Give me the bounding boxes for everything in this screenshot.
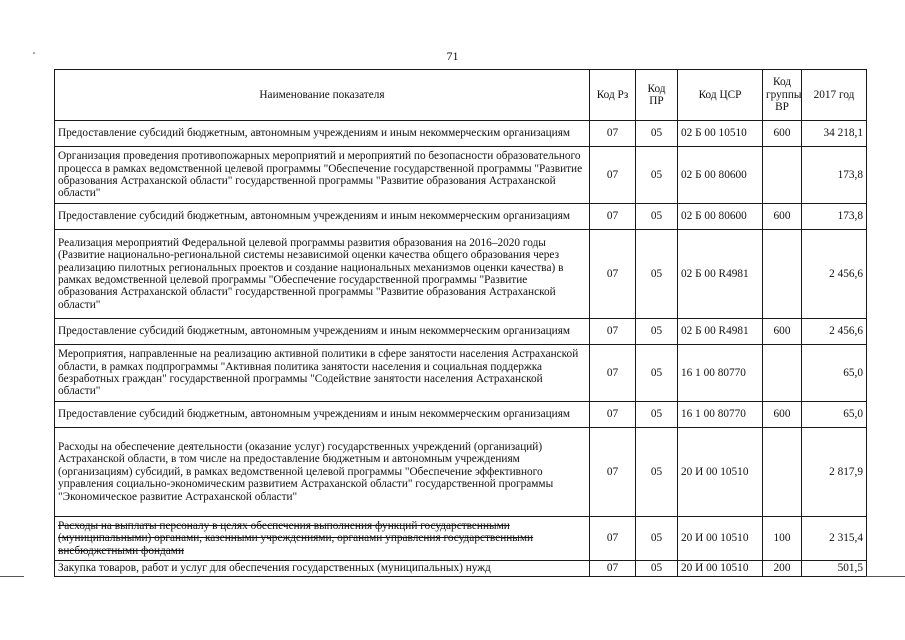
row-name: Предоставление субсидий бюджетным, автономным учреждениям и иным некоммерческим организациям bbox=[55, 319, 590, 345]
scan-speck bbox=[33, 52, 35, 54]
row-pr: 05 bbox=[636, 428, 678, 517]
row-name: Расходы на обеспечение деятельности (оказание услуг) государственных учреждений (организаций) Астраханской области, в том числе на предоставление бюджетным и автономным учреждениям (организациям) субсидий, в рамках ведомственной целевой программы "Обеспечение эффективного управления социально-экономическим развитием Астраханской области" государственной программы "Экономическое развитие Астраханской области" bbox=[55, 428, 590, 517]
col-header-vr: Код группы ВР bbox=[763, 70, 802, 121]
row-value: 173,8 bbox=[802, 204, 867, 230]
row-rz: 07 bbox=[590, 402, 636, 428]
scan-edge-line bbox=[866, 576, 905, 577]
table-row bbox=[55, 147, 867, 204]
row-vr: 600 bbox=[763, 204, 802, 230]
row-pr: 05 bbox=[636, 147, 678, 204]
table-row bbox=[55, 517, 867, 561]
row-csr: 16 1 00 80770 bbox=[678, 402, 763, 428]
row-pr: 05 bbox=[636, 319, 678, 345]
row-value: 2 456,6 bbox=[802, 230, 867, 319]
row-name: Реализация мероприятий Федеральной целевой программы развития образования на 2016–2020 годы (Развитие национально-региональной системы независимой оценки качества общего образования через реализацию пилотных региональных проектов и создание национальных механизмов оценки качества) в рамках ведомственной целевой программы "Обеспечение государственной программы "Развитие образования Астраханской области" государственной программы "Развитие образования Астраханской области" bbox=[55, 230, 590, 319]
row-pr: 05 bbox=[636, 517, 678, 561]
row-value: 173,8 bbox=[802, 147, 867, 204]
table-row bbox=[55, 561, 867, 577]
col-header-name: Наименование показателя bbox=[55, 70, 590, 121]
row-csr: 02 Б 00 80600 bbox=[678, 147, 763, 204]
col-header-year: 2017 год bbox=[802, 70, 867, 121]
row-vr: 600 bbox=[763, 402, 802, 428]
row-pr: 05 bbox=[636, 402, 678, 428]
row-value: 2 315,4 bbox=[802, 517, 867, 561]
row-name: Организация проведения противопожарных мероприятий и мероприятий по безопасности образовательного процесса в рамках ведомственной целевой программы "Обеспечение государственной программы "Развитие образования Астраханской области" государственной программы "Развитие образования Астраханской области" bbox=[55, 147, 590, 204]
table-row bbox=[55, 230, 867, 319]
row-csr: 02 Б 00 R4981 bbox=[678, 319, 763, 345]
row-rz: 07 bbox=[590, 121, 636, 147]
table-row bbox=[55, 428, 867, 517]
table-row bbox=[55, 319, 867, 345]
row-pr: 05 bbox=[636, 204, 678, 230]
row-vr: 600 bbox=[763, 319, 802, 345]
row-pr: 05 bbox=[636, 230, 678, 319]
row-vr bbox=[763, 345, 802, 402]
row-vr: 200 bbox=[763, 561, 802, 577]
row-rz: 07 bbox=[590, 147, 636, 204]
table-row bbox=[55, 121, 867, 147]
page-number: 71 bbox=[446, 49, 459, 63]
col-header-rz: Код Рз bbox=[590, 70, 636, 121]
row-pr: 05 bbox=[636, 345, 678, 402]
row-rz: 07 bbox=[590, 517, 636, 561]
row-vr bbox=[763, 428, 802, 517]
row-name: Расходы на выплаты персоналу в целях обеспечения выполнения функций государственными (муниципальными) органами, казенными учреждениями, органами управления государственными внебюджетными фондами bbox=[55, 517, 590, 561]
row-csr: 02 Б 00 R4981 bbox=[678, 230, 763, 319]
row-csr: 20 И 00 10510 bbox=[678, 561, 763, 577]
row-csr: 02 Б 00 10510 bbox=[678, 121, 763, 147]
row-pr: 05 bbox=[636, 561, 678, 577]
row-rz: 07 bbox=[590, 230, 636, 319]
row-rz: 07 bbox=[590, 319, 636, 345]
row-value: 501,5 bbox=[802, 561, 867, 577]
col-header-csr: Код ЦСР bbox=[678, 70, 763, 121]
row-csr: 20 И 00 10510 bbox=[678, 428, 763, 517]
row-vr bbox=[763, 147, 802, 204]
row-rz: 07 bbox=[590, 204, 636, 230]
table-row bbox=[55, 345, 867, 402]
table-header-row bbox=[55, 70, 867, 121]
row-name: Мероприятия, направленные на реализацию активной политики в сфере занятости населения Астраханской области, в рамках подпрограммы "Активная политика занятости населения и социальная поддержка безработных граждан" государственной программы "Содействие занятости населения Астраханской области" bbox=[55, 345, 590, 402]
row-vr: 100 bbox=[763, 517, 802, 561]
row-rz: 07 bbox=[590, 561, 636, 577]
row-pr: 05 bbox=[636, 121, 678, 147]
row-rz: 07 bbox=[590, 345, 636, 402]
row-csr: 16 1 00 80770 bbox=[678, 345, 763, 402]
row-csr: 02 Б 00 80600 bbox=[678, 204, 763, 230]
table-row bbox=[55, 402, 867, 428]
row-value: 34 218,1 bbox=[802, 121, 867, 147]
row-csr: 20 И 00 10510 bbox=[678, 517, 763, 561]
row-name: Предоставление субсидий бюджетным, автономным учреждениям и иным некоммерческим организациям bbox=[55, 121, 590, 147]
row-rz: 07 bbox=[590, 428, 636, 517]
table-row bbox=[55, 204, 867, 230]
row-value: 65,0 bbox=[802, 402, 867, 428]
col-header-pr: Код ПР bbox=[636, 70, 678, 121]
row-vr bbox=[763, 230, 802, 319]
row-name: Закупка товаров, работ и услуг для обеспечения государственных (муниципальных) нужд bbox=[55, 561, 590, 577]
row-name: Предоставление субсидий бюджетным, автономным учреждениям и иным некоммерческим организациям bbox=[55, 402, 590, 428]
row-value: 2 817,9 bbox=[802, 428, 867, 517]
row-name: Предоставление субсидий бюджетным, автономным учреждениям и иным некоммерческим организациям bbox=[55, 204, 590, 230]
row-value: 65,0 bbox=[802, 345, 867, 402]
budget-table bbox=[54, 69, 867, 577]
row-vr: 600 bbox=[763, 121, 802, 147]
row-value: 2 456,6 bbox=[802, 319, 867, 345]
scan-edge-line bbox=[0, 576, 24, 577]
